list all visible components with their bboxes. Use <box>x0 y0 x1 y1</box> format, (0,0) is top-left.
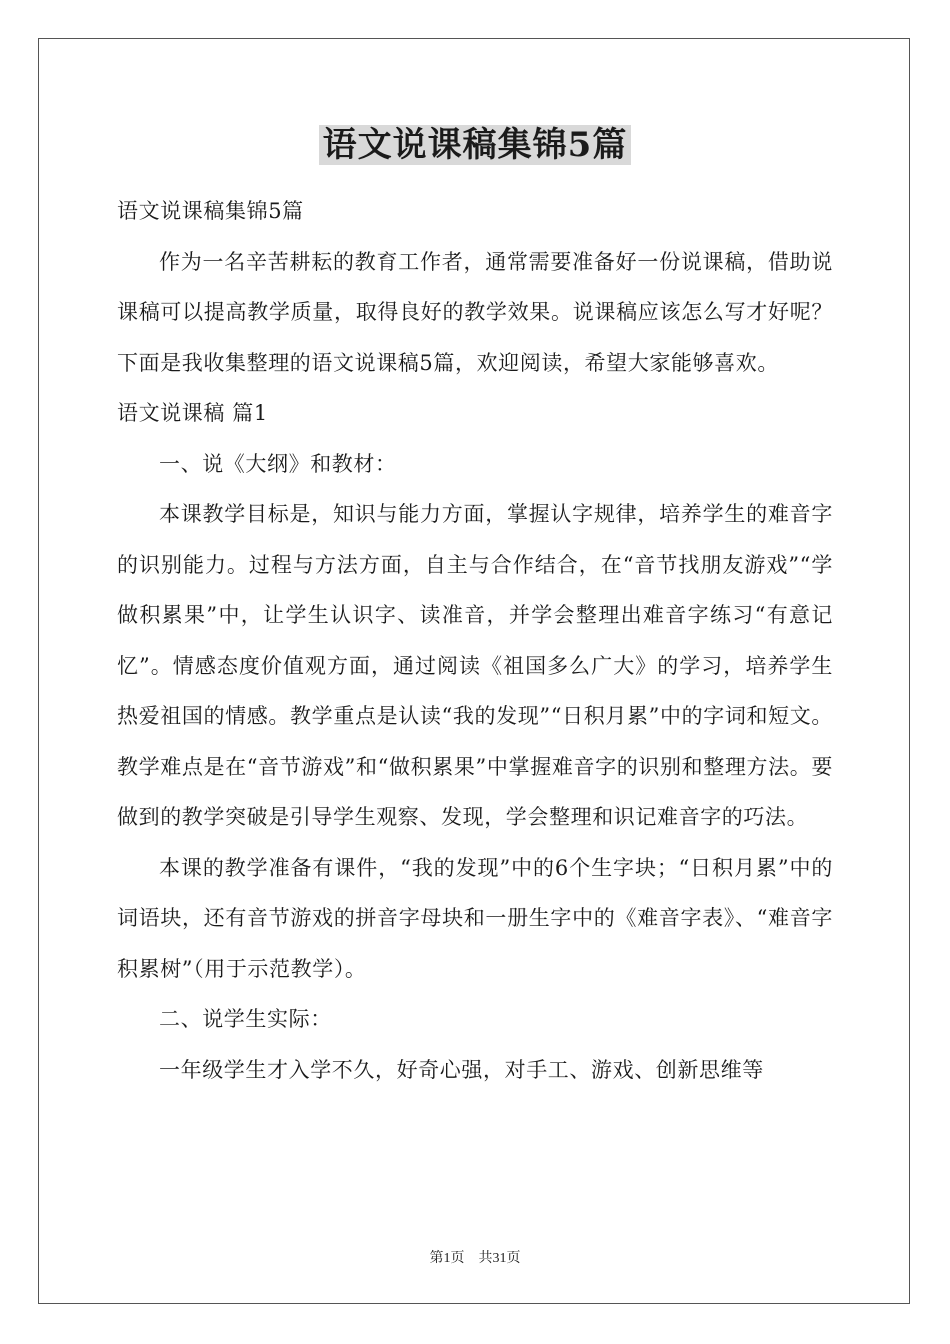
paragraph: 本课教学目标是，知识与能力方面，掌握认字规律，培养学生的难音字的识别能力。过程与方法方面，自主与合作结合，在“音节找朋友游戏”“学做积累果”中，让学生认识字、读准音，并学会整理出难音字练习“有意记忆”。情感态度价值观方面，通过阅读《祖国多么广大》的学习，培养学生热爱祖国的情感。教学重点是认读“我的发现”“日积月累”中的字词和短文。教学难点是在“音节游戏”和“做积累果”中掌握难音字的识别和整理方法。要做到的教学突破是引导学生观察、发现，学会整理和识记难音字的巧法。 <box>117 502 833 829</box>
subsection-heading: 一、说《大纲》和教材： <box>159 451 397 476</box>
document-title <box>117 120 833 170</box>
document-body <box>117 120 833 1095</box>
paragraph: 作为一名辛苦耕耘的教育工作者，通常需要准备好一份说课稿，借助说课稿可以提高教学质量，取得良好的教学效果。说课稿应该怎么写才好呢？下面是我收集整理的语文说课稿5篇，欢迎阅读，希望大家能够喜欢。 <box>117 249 833 375</box>
subsection-heading: 二、说学生实际： <box>159 1007 332 1031</box>
paragraph: 一年级学生才入学不久，好奇心强，对手工、游戏、创新思维等 <box>159 1057 764 1082</box>
document-title-text: 语文说课稿集锦5篇 <box>319 125 632 165</box>
page-footer <box>0 1247 950 1267</box>
section-heading: 语文说课稿 篇1 <box>117 401 268 425</box>
paragraph: 语文说课稿集锦5篇 <box>117 199 304 223</box>
page-number-label: 第1页 共31页 <box>429 1251 521 1266</box>
paragraph: 本课的教学准备有课件，“我的发现”中的6个生字块；“日积月累”中的词语块，还有音节游戏的拼音字母块和一册生字中的《难音字表》、“难音字积累树”（用于示范教学）。 <box>117 855 833 981</box>
